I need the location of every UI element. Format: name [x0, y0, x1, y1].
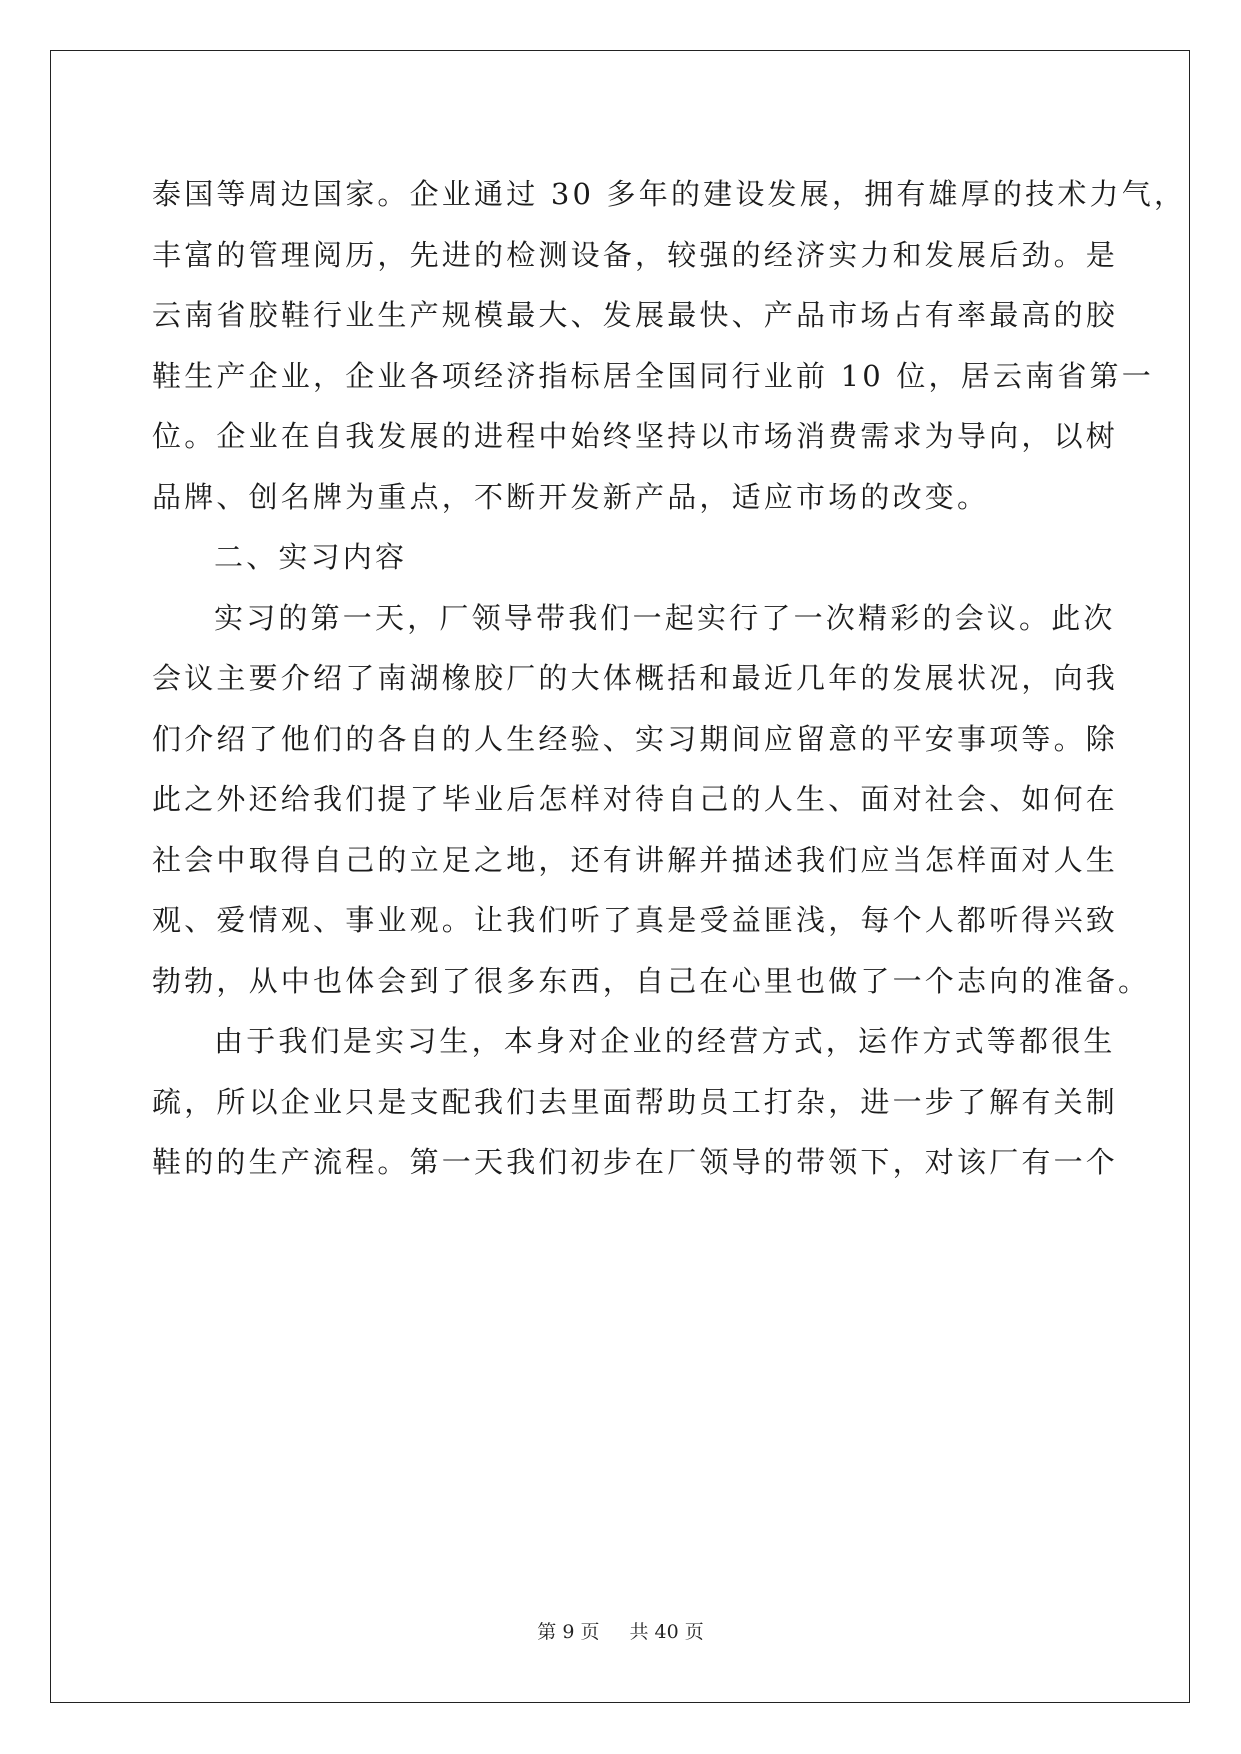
text-line-3: 云南省胶鞋行业生产规模最大、发展最快、产品市场占有率最高的胶 [152, 298, 1119, 332]
text-line-14: 勃勃，从中也体会到了很多东西，自己在心里也做了一个志向的准备。 [152, 963, 1151, 998]
text-line-6: 品牌、创名牌为重点，不断开发新产品，适应市场的改变。 [152, 479, 990, 514]
text-line-17: 鞋的的生产流程。第一天我们初步在厂领导的带领下，对该厂有一个 [152, 1145, 1119, 1179]
text-line-15: 由于我们是实习生，本身对企业的经营方式，运作方式等都很生 [214, 1024, 1116, 1058]
section-heading: 二、实习内容 [214, 540, 408, 574]
page-number-total: 共 40 页 [629, 1621, 704, 1643]
text-line-16: 疏，所以企业只是支配我们去里面帮助员工打杂，进一步了解有关制 [152, 1084, 1119, 1119]
text-line-4: 鞋生产企业，企业各项经济指标居全国同行业前 10 位，居云南省第一 [152, 358, 1154, 393]
text-line-12: 社会中取得自己的立足之地，还有讲解并描述我们应当怎样面对人生 [152, 842, 1119, 877]
document-body [152, 164, 1187, 1193]
text-line-5: 位。企业在自我发展的进程中始终坚持以市场消费需求为导向，以树 [152, 419, 1119, 453]
text-line-2: 丰富的管理阅历，先进的检测设备，较强的经济实力和发展后劲。是 [152, 237, 1119, 272]
text-line-1: 泰国等周边国家。企业通过 30 多年的建设发展，拥有雄厚的技术力气， [152, 177, 1187, 211]
text-line-10: 们介绍了他们的各自的人生经验、实习期间应留意的平安事项等。除 [152, 721, 1119, 756]
page-number-current: 第 9 页 [537, 1621, 600, 1643]
page-footer [0, 1620, 1241, 1644]
text-line-13: 观、爱情观、事业观。让我们听了真是受益匪浅，每个人都听得兴致 [152, 903, 1119, 937]
text-line-11: 此之外还给我们提了毕业后怎样对待自己的人生、面对社会、如何在 [152, 782, 1119, 816]
text-line-9: 会议主要介绍了南湖橡胶厂的大体概括和最近几年的发展状况，向我 [152, 661, 1119, 695]
text-line-8: 实习的第一天，厂领导带我们一起实行了一次精彩的会议。此次 [214, 600, 1116, 635]
